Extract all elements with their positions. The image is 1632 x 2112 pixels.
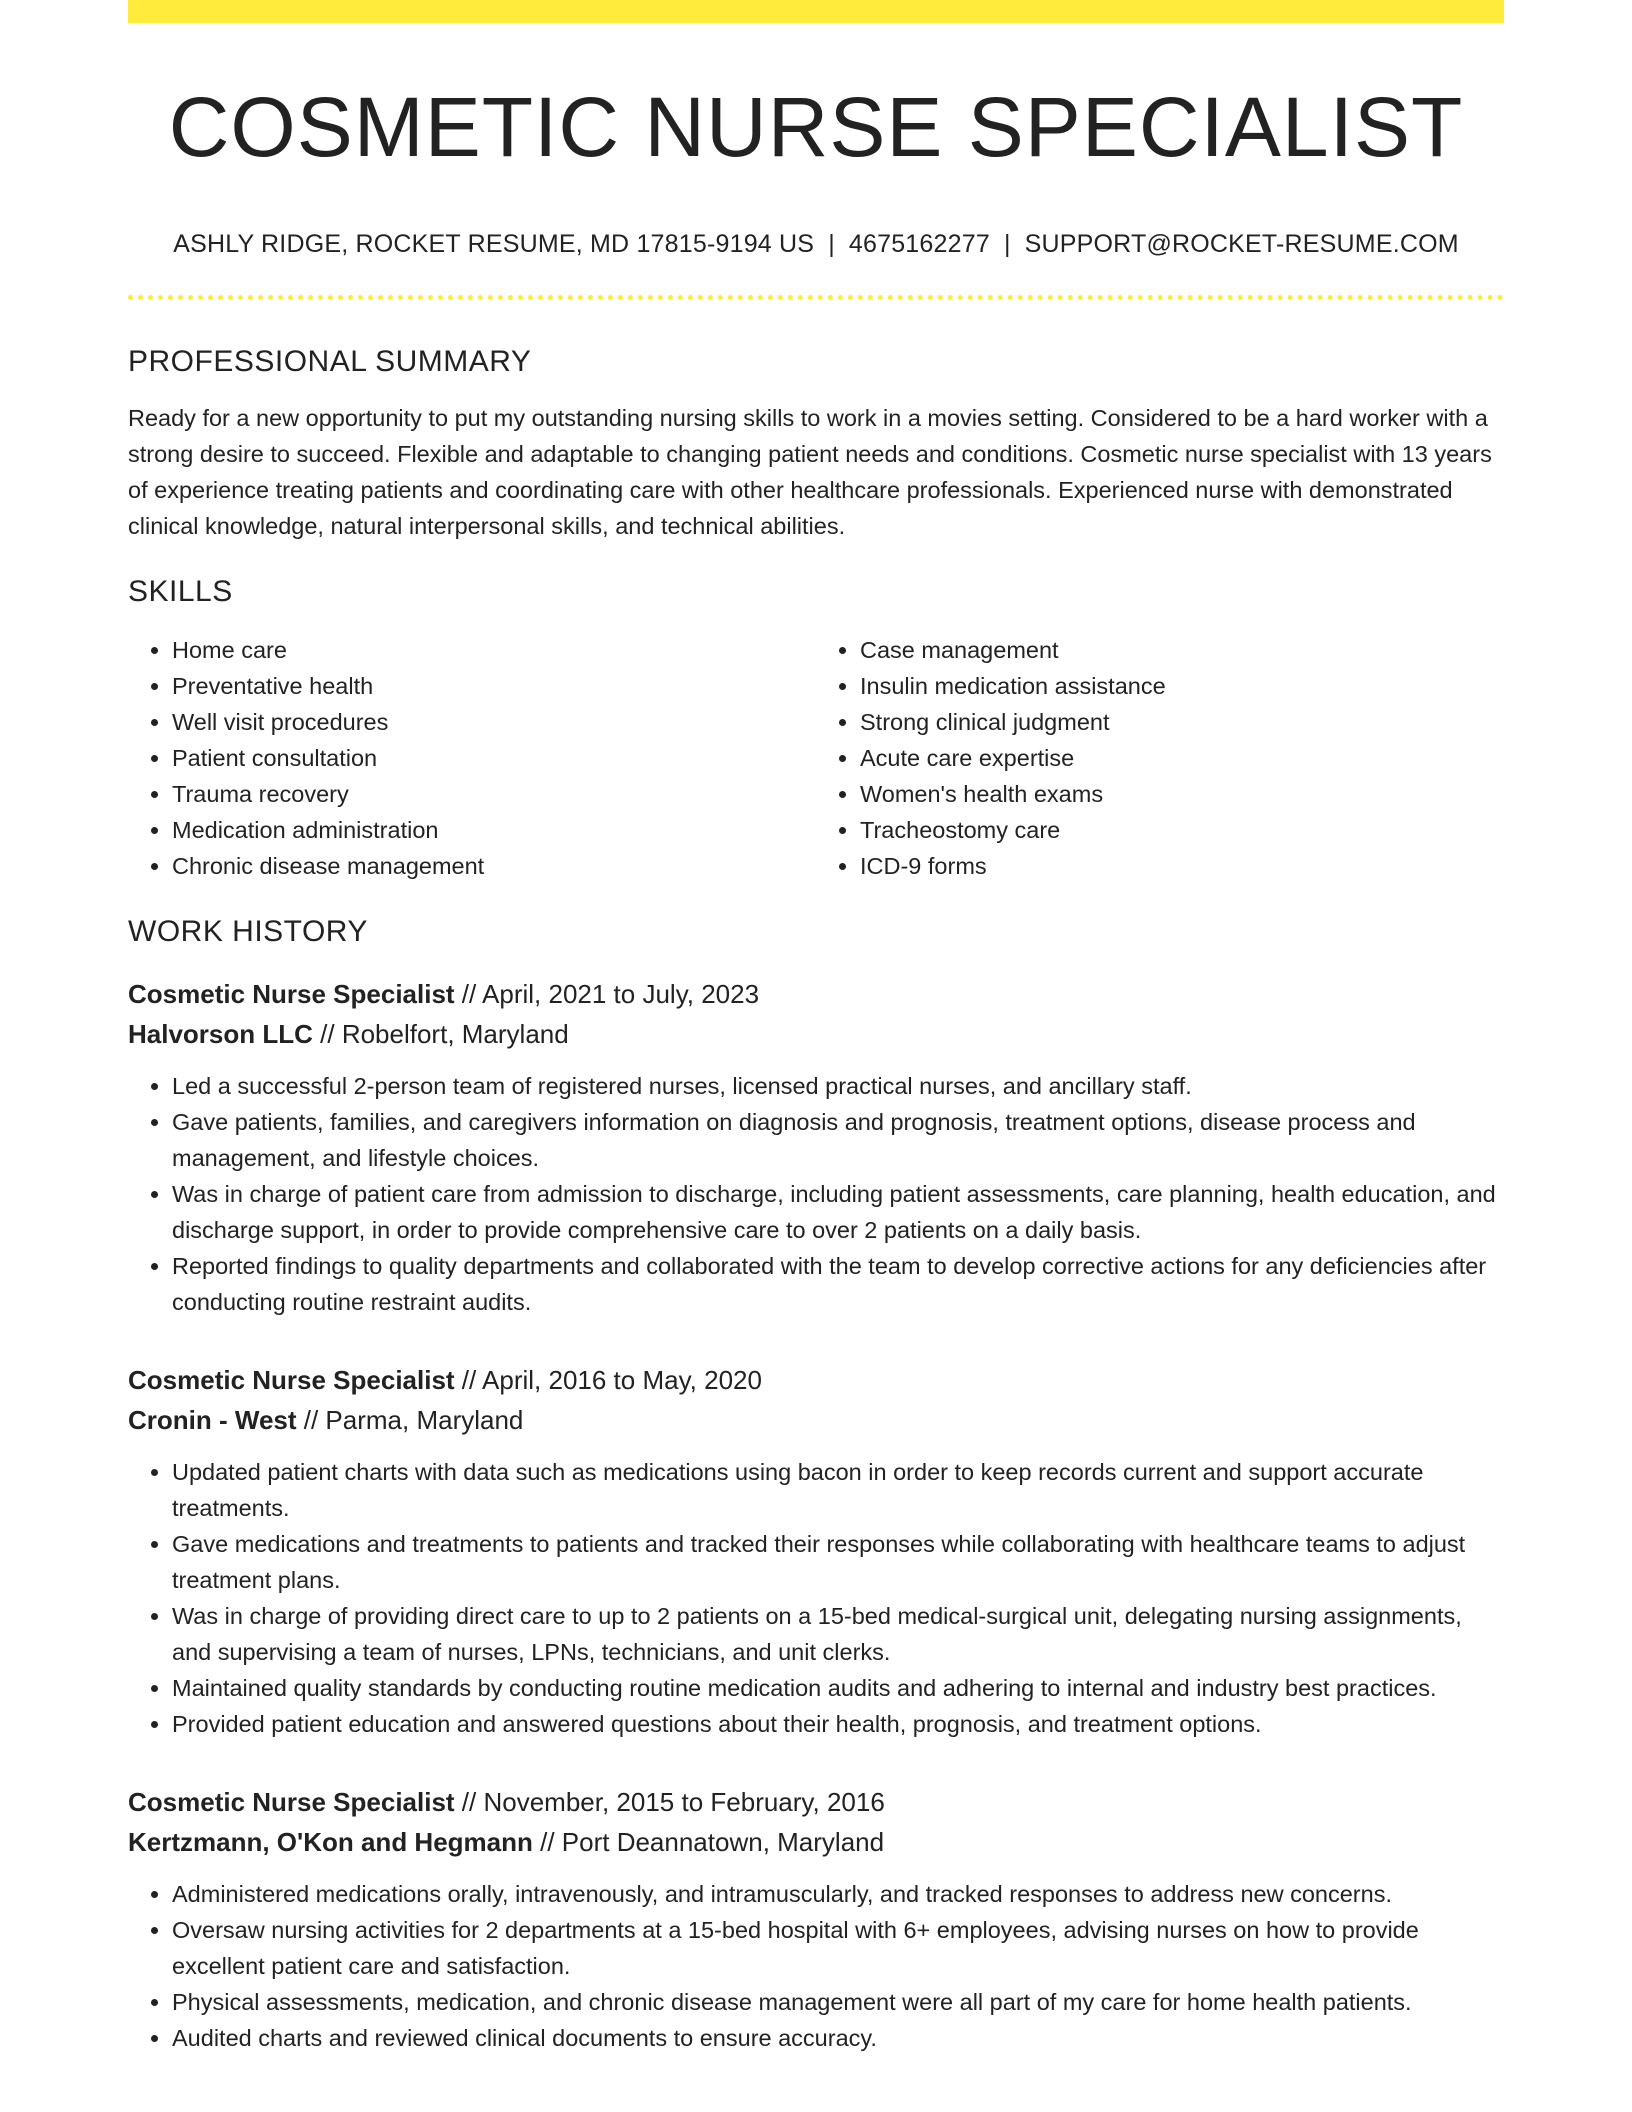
accent-top-bar: [128, 0, 1504, 23]
job-role-line: [128, 1782, 1504, 1822]
job-bullet: • Updated patient charts with data such as medications using bacon in order to keep records current and support accurate treatments.: [172, 1454, 1504, 1526]
skill-item: • Trauma recovery: [172, 776, 816, 812]
skill-item: • Case management: [860, 632, 1504, 668]
skill-item: • Preventative health: [172, 668, 816, 704]
job-location: // Robelfort, Maryland: [312, 1019, 569, 1049]
skill-item: • Acute care expertise: [860, 740, 1504, 776]
summary-heading: PROFESSIONAL SUMMARY: [128, 345, 532, 378]
job-bullet: • Provided patient education and answered questions about their health, prognosis, and treatment options.: [172, 1706, 1504, 1742]
job-bullet: • Reported findings to quality departments and collaborated with the team to develop corrective actions for any deficiencies after conducting routine restraint audits.: [172, 1248, 1504, 1320]
contact-email: SUPPORT@ROCKET-RESUME.COM: [1024, 230, 1459, 258]
job-company-line: [128, 1400, 1504, 1440]
job-dates: // April, 2016 to May, 2020: [454, 1365, 762, 1395]
contact-separator: |: [1003, 230, 1011, 258]
contact-line: [128, 229, 1504, 259]
job-location: // Parma, Maryland: [296, 1405, 524, 1435]
job-bullet: • Was in charge of patient care from admission to discharge, including patient assessments, care planning, health education, and discharge support, in order to provide comprehensive care to over 2 patients on a daily basis.: [172, 1176, 1504, 1248]
resume-title: COSMETIC NURSE SPECIALIST: [168, 80, 1464, 174]
job-dates: // November, 2015 to February, 2016: [454, 1787, 885, 1817]
skills-heading: SKILLS: [128, 575, 233, 608]
job-company-line: [128, 1014, 1504, 1054]
contact-separator: |: [828, 230, 835, 258]
job-bullet: • Oversaw nursing activities for 2 departments at a 15-bed hospital with 6+ employees, advising nurses on how to provide excellent patient care and satisfaction.: [172, 1912, 1504, 1984]
skill-item: • Well visit procedures: [172, 704, 816, 740]
skill-item: • Women's health exams: [860, 776, 1504, 812]
job-entry: [128, 1782, 1504, 2056]
job-bullet: • Physical assessments, medication, and chronic disease management were all part of my care for home health patients.: [172, 1984, 1504, 2020]
summary-text: Ready for a new opportunity to put my outstanding nursing skills to work in a movies setting. Considered to be a hard worker with a strong desire to succeed. Flexible and adaptable to changing patient needs and conditions. Cosmetic nurse specialist with 13 years of experience treating patients and coordinating care with other healthcare professionals. Experienced nurse with demonstrated clinical knowledge, natural interpersonal skills, and technical abilities.: [128, 405, 1492, 539]
job-bullets: [128, 1876, 1504, 2056]
job-bullet: • Gave patients, families, and caregivers information on diagnosis and prognosis, treatment options, disease process and management, and lifestyle choices.: [172, 1104, 1504, 1176]
job-bullet: • Led a successful 2-person team of registered nurses, licensed practical nurses, and ancillary staff.: [172, 1068, 1504, 1104]
job-bullets: [128, 1068, 1504, 1320]
skill-item: • Chronic disease management: [172, 848, 816, 884]
skills-column-right: [816, 632, 1504, 884]
job-location: // Port Deannatown, Maryland: [532, 1827, 885, 1857]
skill-item: • Tracheostomy care: [860, 812, 1504, 848]
job-bullet: • Gave medications and treatments to patients and tracked their responses while collaborating with healthcare teams to adjust treatment plans.: [172, 1526, 1504, 1598]
skill-item: • Patient consultation: [172, 740, 816, 776]
skills-list: [128, 632, 1504, 884]
job-company: Kertzmann, O'Kon and Hegmann: [128, 1827, 533, 1857]
job-dates: // April, 2021 to July, 2023: [454, 979, 760, 1009]
work-history-heading: WORK HISTORY: [128, 915, 368, 948]
job-company: Halvorson LLC: [128, 1019, 313, 1049]
job-bullet: • Was in charge of providing direct care to up to 2 patients on a 15-bed medical-surgical unit, delegating nursing assignments, and supervising a team of nurses, LPNs, technicians, and unit clerks.: [172, 1598, 1504, 1670]
resume-page: [128, 0, 1504, 2056]
job-role-line: [128, 974, 1504, 1014]
contact-phone: 4675162277: [848, 230, 990, 258]
skill-item: • Insulin medication assistance: [860, 668, 1504, 704]
contact-address: ASHLY RIDGE, ROCKET RESUME, MD 17815-9194 US: [173, 230, 815, 258]
job-bullet: • Maintained quality standards by conducting routine medication audits and adhering to internal and industry best practices.: [172, 1670, 1504, 1706]
job-bullets: [128, 1454, 1504, 1742]
job-role: Cosmetic Nurse Specialist: [128, 1365, 455, 1395]
skill-item: • Medication administration: [172, 812, 816, 848]
job-bullet: • Audited charts and reviewed clinical documents to ensure accuracy.: [172, 2020, 1504, 2056]
skills-column-left: [128, 632, 816, 884]
job-entry: [128, 974, 1504, 1320]
job-company: Cronin - West: [128, 1405, 297, 1435]
skill-item: • Strong clinical judgment: [860, 704, 1504, 740]
skill-item: • Home care: [172, 632, 816, 668]
job-bullet: • Administered medications orally, intravenously, and intramuscularly, and tracked responses to address new concerns.: [172, 1876, 1504, 1912]
job-entry: [128, 1360, 1504, 1742]
job-role: Cosmetic Nurse Specialist: [128, 1787, 455, 1817]
job-company-line: [128, 1822, 1504, 1862]
job-role-line: [128, 1360, 1504, 1400]
dotted-divider: [128, 295, 1504, 300]
job-role: Cosmetic Nurse Specialist: [128, 979, 455, 1009]
skill-item: • ICD-9 forms: [860, 848, 1504, 884]
